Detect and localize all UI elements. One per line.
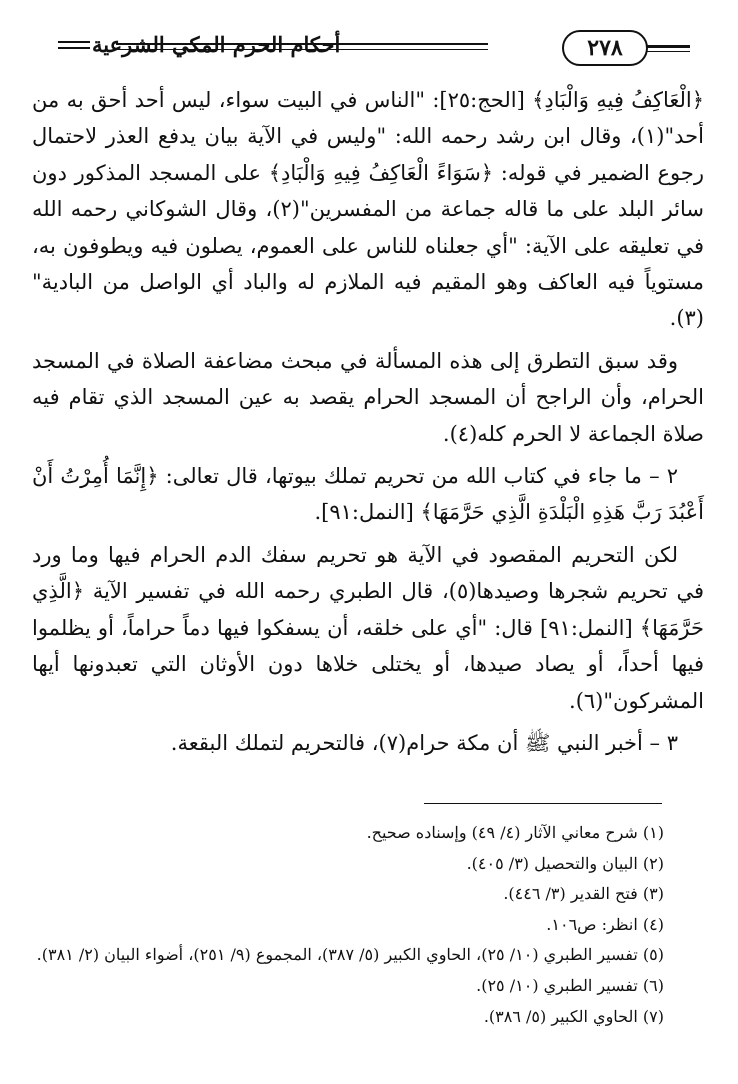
paragraph-1: ﴿الْعَاكِفُ فِيهِ وَالْبَادِ﴾ [الحج:٢٥]: "الناس في البيت سواء، ليس أحد أحق به من أحد"(١)، وقال ابن رشد رحمه الله: "وليس في الآية بيان يدفع العذر لاحتمال رجوع الضمير في قوله: ﴿سَوَاءً الْعَاكِفُ فِيهِ وَالْبَادِ﴾ على المسجد المذكور دون سائر البلد على ما قاله جماعة من المفسرين"(٢)، وقال الشوكاني رحمه الله في تعليقه على الآية: "أي جعلناه للناس على العموم، يصلون فيه ويطوفون به، مستوياً فيه العاكف وهو المقيم فيه الملازم له والباد أي الواصل من البادية"(٣). — [32, 88, 705, 331]
footnote-5: (٥) تفسير الطبري (١٠/ ٢٥)، الحاوي الكبير (٥/ ٣٨٧)، المجموع (٩/ ٢٥١)، أضواء البيان (٢/ ٣٨١). — [36, 945, 664, 965]
paragraph-2: وقد سبق التطرق إلى هذه المسألة في مبحث مضاعفة الصلاة في المسجد الحرام، وأن الراجح أن المسجد الحرام يقصد به عين المسجد الذي تقام فيه صلاة الجماعة لا الحرم كله(٤). — [32, 348, 704, 446]
footnotes — [36, 818, 664, 1032]
footnote-6: (٦) تفسير الطبري (١٠/ ٢٥). — [476, 975, 664, 995]
footnote-separator — [424, 803, 662, 804]
footnote-4: (٤) انظر: ص١٠٦. — [546, 914, 664, 934]
header-dash-lower — [58, 47, 90, 49]
paragraph-4: لكن التحريم المقصود في الآية هو تحريم سفك الدم الحرام فيها وما ورد في تحريم شجرها وصيدها(٥)، قال الطبري رحمه الله في تفسير الآية ﴿الَّذِي حَرَّمَهَا﴾ [النمل:٩١] قال: "أي على خلقه، أن يسفكوا فيها دماً حراماً، أو يظلموا فيها أحداً، أو يصاد صيدها، أو يختلى خلاها دون الأوثان التي تعبدونها أيها المشركون"(٦). — [32, 542, 704, 713]
paragraph-5: ٣ – أخبر النبي ﷺ أن مكة حرام(٧)، فالتحريم لتملك البقعة. — [170, 730, 678, 755]
page-header — [28, 30, 708, 68]
footnote-3: (٣) فتح القدير (٣/ ٤٤٦). — [503, 884, 664, 904]
page-number: ٢٧٨ — [562, 30, 648, 66]
header-tail-rule-thin — [646, 51, 690, 52]
header-dash — [58, 41, 90, 43]
paragraph-3: ٢ – ما جاء في كتاب الله من تحريم تملك بيوتها، قال تعالى: ﴿إِنَّمَا أُمِرْتُ أَنْ أَعْبُدَ رَبَّ هَذِهِ الْبَلْدَةِ الَّذِي حَرَّمَهَا﴾ [النمل:٩١]. — [32, 464, 704, 525]
footnote-2: (٢) البيان والتحصيل (٣/ ٤٠٥). — [466, 853, 664, 873]
footnote-7: (٧) الحاوي الكبير (٥/ ٣٨٦). — [483, 1006, 664, 1026]
main-text — [32, 82, 704, 761]
running-title: أحكام الحرم المكي الشرعية — [92, 32, 341, 57]
header-tail-rule — [646, 45, 690, 48]
footnote-1: (١) شرح معاني الآثار (٤/ ٤٩) وإسناده صحيح. — [366, 823, 664, 842]
